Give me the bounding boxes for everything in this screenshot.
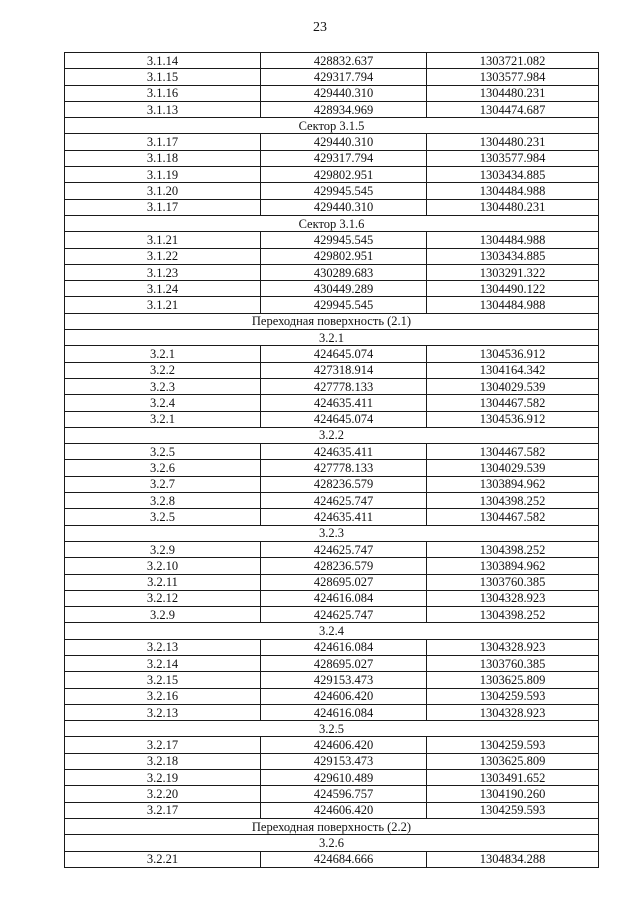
table-row bbox=[65, 199, 599, 215]
y-coordinate-cell: 1304484.988 bbox=[427, 232, 599, 248]
section-header-row bbox=[65, 623, 599, 639]
coordinates-table bbox=[64, 52, 599, 868]
table-row bbox=[65, 802, 599, 818]
x-coordinate-cell: 424645.074 bbox=[261, 411, 427, 427]
point-cell: 3.2.21 bbox=[65, 851, 261, 867]
x-coordinate-cell: 430449.289 bbox=[261, 281, 427, 297]
point-cell: 3.1.17 bbox=[65, 199, 261, 215]
x-coordinate-cell: 429945.545 bbox=[261, 232, 427, 248]
table-row bbox=[65, 590, 599, 606]
table-row bbox=[65, 150, 599, 166]
table-row bbox=[65, 672, 599, 688]
x-coordinate-cell: 424635.411 bbox=[261, 509, 427, 525]
page-number: 23 bbox=[313, 20, 327, 35]
point-cell: 3.2.13 bbox=[65, 639, 261, 655]
table-row bbox=[65, 509, 599, 525]
point-cell: 3.2.5 bbox=[65, 444, 261, 460]
y-coordinate-cell: 1303894.962 bbox=[427, 558, 599, 574]
point-cell: 3.1.16 bbox=[65, 85, 261, 101]
y-coordinate-cell: 1304467.582 bbox=[427, 395, 599, 411]
table-row bbox=[65, 493, 599, 509]
x-coordinate-cell: 424606.420 bbox=[261, 737, 427, 753]
table-row bbox=[65, 476, 599, 492]
y-coordinate-cell: 1304536.912 bbox=[427, 411, 599, 427]
point-cell: 3.2.14 bbox=[65, 655, 261, 671]
table-row bbox=[65, 704, 599, 720]
y-coordinate-cell: 1303760.385 bbox=[427, 655, 599, 671]
table-row bbox=[65, 232, 599, 248]
x-coordinate-cell: 424684.666 bbox=[261, 851, 427, 867]
point-cell: 3.2.18 bbox=[65, 753, 261, 769]
table-row bbox=[65, 753, 599, 769]
point-cell: 3.2.9 bbox=[65, 607, 261, 623]
x-coordinate-cell: 429153.473 bbox=[261, 753, 427, 769]
point-cell: 3.1.13 bbox=[65, 101, 261, 117]
table-row bbox=[65, 53, 599, 69]
table-row bbox=[65, 737, 599, 753]
table-row bbox=[65, 101, 599, 117]
table-row bbox=[65, 574, 599, 590]
section-header-row bbox=[65, 818, 599, 834]
table-row bbox=[65, 297, 599, 313]
y-coordinate-cell: 1303625.809 bbox=[427, 672, 599, 688]
section-header: 3.2.3 bbox=[65, 525, 599, 541]
table-row bbox=[65, 444, 599, 460]
table-row bbox=[65, 69, 599, 85]
y-coordinate-cell: 1303721.082 bbox=[427, 53, 599, 69]
point-cell: 3.2.13 bbox=[65, 704, 261, 720]
table-row bbox=[65, 183, 599, 199]
section-header: Переходная поверхность (2.1) bbox=[65, 313, 599, 329]
point-cell: 3.1.15 bbox=[65, 69, 261, 85]
section-header: Сектор 3.1.5 bbox=[65, 118, 599, 134]
point-cell: 3.1.14 bbox=[65, 53, 261, 69]
y-coordinate-cell: 1303491.652 bbox=[427, 770, 599, 786]
point-cell: 3.2.1 bbox=[65, 346, 261, 362]
section-header-row bbox=[65, 525, 599, 541]
x-coordinate-cell: 424625.747 bbox=[261, 541, 427, 557]
point-cell: 3.1.20 bbox=[65, 183, 261, 199]
x-coordinate-cell: 429317.794 bbox=[261, 69, 427, 85]
section-header: Сектор 3.1.6 bbox=[65, 215, 599, 231]
x-coordinate-cell: 428832.637 bbox=[261, 53, 427, 69]
x-coordinate-cell: 424596.757 bbox=[261, 786, 427, 802]
x-coordinate-cell: 424606.420 bbox=[261, 688, 427, 704]
table-row bbox=[65, 460, 599, 476]
y-coordinate-cell: 1304480.231 bbox=[427, 134, 599, 150]
point-cell: 3.2.15 bbox=[65, 672, 261, 688]
y-coordinate-cell: 1304164.342 bbox=[427, 362, 599, 378]
point-cell: 3.1.24 bbox=[65, 281, 261, 297]
y-coordinate-cell: 1304328.923 bbox=[427, 639, 599, 655]
table-row bbox=[65, 134, 599, 150]
point-cell: 3.2.17 bbox=[65, 802, 261, 818]
section-header-row bbox=[65, 330, 599, 346]
point-cell: 3.2.12 bbox=[65, 590, 261, 606]
point-cell: 3.2.3 bbox=[65, 378, 261, 394]
section-header-row bbox=[65, 835, 599, 851]
y-coordinate-cell: 1304259.593 bbox=[427, 737, 599, 753]
x-coordinate-cell: 429610.489 bbox=[261, 770, 427, 786]
point-cell: 3.1.17 bbox=[65, 134, 261, 150]
y-coordinate-cell: 1304467.582 bbox=[427, 444, 599, 460]
table-row bbox=[65, 362, 599, 378]
y-coordinate-cell: 1304536.912 bbox=[427, 346, 599, 362]
y-coordinate-cell: 1304029.539 bbox=[427, 378, 599, 394]
y-coordinate-cell: 1304474.687 bbox=[427, 101, 599, 117]
point-cell: 3.1.22 bbox=[65, 248, 261, 264]
y-coordinate-cell: 1304398.252 bbox=[427, 541, 599, 557]
point-cell: 3.2.16 bbox=[65, 688, 261, 704]
y-coordinate-cell: 1304467.582 bbox=[427, 509, 599, 525]
point-cell: 3.2.1 bbox=[65, 411, 261, 427]
y-coordinate-cell: 1304259.593 bbox=[427, 802, 599, 818]
point-cell: 3.2.2 bbox=[65, 362, 261, 378]
x-coordinate-cell: 424635.411 bbox=[261, 444, 427, 460]
x-coordinate-cell: 428695.027 bbox=[261, 655, 427, 671]
section-header: 3.2.4 bbox=[65, 623, 599, 639]
section-header-row bbox=[65, 427, 599, 443]
section-header: 3.2.5 bbox=[65, 721, 599, 737]
y-coordinate-cell: 1304834.288 bbox=[427, 851, 599, 867]
x-coordinate-cell: 424625.747 bbox=[261, 607, 427, 623]
x-coordinate-cell: 424645.074 bbox=[261, 346, 427, 362]
x-coordinate-cell: 429802.951 bbox=[261, 248, 427, 264]
table-row bbox=[65, 395, 599, 411]
point-cell: 3.2.10 bbox=[65, 558, 261, 574]
y-coordinate-cell: 1304484.988 bbox=[427, 297, 599, 313]
y-coordinate-cell: 1303577.984 bbox=[427, 69, 599, 85]
point-cell: 3.2.5 bbox=[65, 509, 261, 525]
y-coordinate-cell: 1303625.809 bbox=[427, 753, 599, 769]
table-row bbox=[65, 167, 599, 183]
section-header: 3.2.6 bbox=[65, 835, 599, 851]
x-coordinate-cell: 429440.310 bbox=[261, 134, 427, 150]
section-header-row bbox=[65, 215, 599, 231]
y-coordinate-cell: 1304190.260 bbox=[427, 786, 599, 802]
y-coordinate-cell: 1304480.231 bbox=[427, 85, 599, 101]
x-coordinate-cell: 429945.545 bbox=[261, 183, 427, 199]
section-header: 3.2.2 bbox=[65, 427, 599, 443]
point-cell: 3.2.7 bbox=[65, 476, 261, 492]
table-row bbox=[65, 770, 599, 786]
y-coordinate-cell: 1303760.385 bbox=[427, 574, 599, 590]
point-cell: 3.2.17 bbox=[65, 737, 261, 753]
table-row bbox=[65, 558, 599, 574]
x-coordinate-cell: 424616.084 bbox=[261, 704, 427, 720]
point-cell: 3.1.23 bbox=[65, 264, 261, 280]
x-coordinate-cell: 428236.579 bbox=[261, 476, 427, 492]
table-row bbox=[65, 655, 599, 671]
section-header-row bbox=[65, 313, 599, 329]
coordinates-table-body bbox=[65, 53, 599, 868]
y-coordinate-cell: 1304328.923 bbox=[427, 590, 599, 606]
y-coordinate-cell: 1304398.252 bbox=[427, 607, 599, 623]
section-header-row bbox=[65, 118, 599, 134]
y-coordinate-cell: 1303434.885 bbox=[427, 248, 599, 264]
y-coordinate-cell: 1304029.539 bbox=[427, 460, 599, 476]
x-coordinate-cell: 424635.411 bbox=[261, 395, 427, 411]
point-cell: 3.2.9 bbox=[65, 541, 261, 557]
x-coordinate-cell: 429317.794 bbox=[261, 150, 427, 166]
point-cell: 3.2.11 bbox=[65, 574, 261, 590]
y-coordinate-cell: 1304480.231 bbox=[427, 199, 599, 215]
x-coordinate-cell: 429945.545 bbox=[261, 297, 427, 313]
y-coordinate-cell: 1303434.885 bbox=[427, 167, 599, 183]
table-row bbox=[65, 688, 599, 704]
x-coordinate-cell: 429440.310 bbox=[261, 85, 427, 101]
x-coordinate-cell: 427778.133 bbox=[261, 460, 427, 476]
x-coordinate-cell: 429440.310 bbox=[261, 199, 427, 215]
section-header: 3.2.1 bbox=[65, 330, 599, 346]
x-coordinate-cell: 427778.133 bbox=[261, 378, 427, 394]
x-coordinate-cell: 429802.951 bbox=[261, 167, 427, 183]
point-cell: 3.2.6 bbox=[65, 460, 261, 476]
point-cell: 3.1.21 bbox=[65, 232, 261, 248]
table-row bbox=[65, 851, 599, 867]
x-coordinate-cell: 424616.084 bbox=[261, 639, 427, 655]
table-row bbox=[65, 248, 599, 264]
x-coordinate-cell: 424606.420 bbox=[261, 802, 427, 818]
point-cell: 3.1.18 bbox=[65, 150, 261, 166]
y-coordinate-cell: 1304490.122 bbox=[427, 281, 599, 297]
table-row bbox=[65, 541, 599, 557]
table-row bbox=[65, 786, 599, 802]
point-cell: 3.2.19 bbox=[65, 770, 261, 786]
x-coordinate-cell: 429153.473 bbox=[261, 672, 427, 688]
table-row bbox=[65, 281, 599, 297]
y-coordinate-cell: 1303577.984 bbox=[427, 150, 599, 166]
table-row bbox=[65, 85, 599, 101]
x-coordinate-cell: 428695.027 bbox=[261, 574, 427, 590]
point-cell: 3.1.21 bbox=[65, 297, 261, 313]
x-coordinate-cell: 428934.969 bbox=[261, 101, 427, 117]
y-coordinate-cell: 1303894.962 bbox=[427, 476, 599, 492]
x-coordinate-cell: 428236.579 bbox=[261, 558, 427, 574]
x-coordinate-cell: 424616.084 bbox=[261, 590, 427, 606]
table-row bbox=[65, 639, 599, 655]
x-coordinate-cell: 430289.683 bbox=[261, 264, 427, 280]
table-row bbox=[65, 607, 599, 623]
table-row bbox=[65, 411, 599, 427]
table-row bbox=[65, 346, 599, 362]
point-cell: 3.2.8 bbox=[65, 493, 261, 509]
y-coordinate-cell: 1304259.593 bbox=[427, 688, 599, 704]
y-coordinate-cell: 1304484.988 bbox=[427, 183, 599, 199]
x-coordinate-cell: 424625.747 bbox=[261, 493, 427, 509]
point-cell: 3.2.4 bbox=[65, 395, 261, 411]
point-cell: 3.1.19 bbox=[65, 167, 261, 183]
y-coordinate-cell: 1304328.923 bbox=[427, 704, 599, 720]
table-row bbox=[65, 378, 599, 394]
section-header-row bbox=[65, 721, 599, 737]
y-coordinate-cell: 1304398.252 bbox=[427, 493, 599, 509]
table-row bbox=[65, 264, 599, 280]
y-coordinate-cell: 1303291.322 bbox=[427, 264, 599, 280]
x-coordinate-cell: 427318.914 bbox=[261, 362, 427, 378]
section-header: Переходная поверхность (2.2) bbox=[65, 818, 599, 834]
point-cell: 3.2.20 bbox=[65, 786, 261, 802]
